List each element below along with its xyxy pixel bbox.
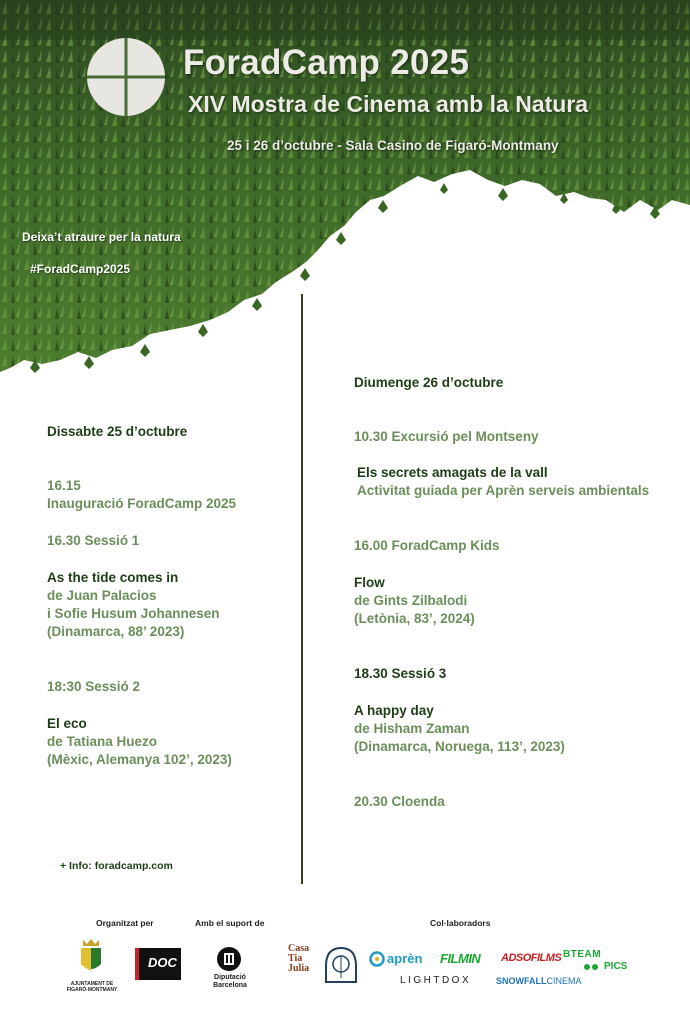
column-divider [301,294,303,884]
bteam-pics-label: PICS [604,961,628,972]
apren-icon [369,951,385,967]
ajuntament-label [66,981,118,993]
diputacio-line: Diputació [214,974,246,981]
lightdox-logo: LIGHTDOX [400,975,472,986]
film-info-2 [47,733,232,769]
closing: 20.30 Cloenda [354,794,445,809]
film-info-line: (Mèxic, Alemanya 102’, 2023) [47,752,232,767]
event-title: ForadCamp 2025 [183,43,470,82]
event-subtitle: XIV Mostra de Cinema amb la Natura [188,91,589,117]
film-title-2: El eco [47,716,87,731]
cinema-word: CINEMA [546,976,582,986]
film-info-line: (Letònia, 83’, 2024) [354,611,475,626]
sunday-heading: Diumenge 26 d’octubre [354,375,504,390]
snowfall-word: SNOWFALL [496,976,547,986]
filmin-logo: FILMIN [440,951,481,966]
film-title-4: A happy day [354,703,434,718]
diputacio-line: Barcelona [213,982,247,989]
header [0,0,690,380]
supported-by-label: Amb el suport de [195,918,265,928]
film-info-line: de Gints Zilbalodi [354,593,468,608]
opening-label: Inauguració ForadCamp 2025 [47,496,237,511]
foradcamp-kids: 16.00 ForadCamp Kids [354,538,500,553]
film-info-line: (Dinamarca, 88’ 2023) [47,624,185,639]
film-title-3: Flow [354,575,385,590]
film-info-line: de Juan Palacios [47,588,157,603]
organized-by-label: Organitzat per [96,918,154,928]
collaborators-label: Col·laboradors [430,918,491,928]
activity-description: Activitat guiada per Aprèn serveis ambientals [357,483,650,498]
diputacio-label [212,974,248,990]
casa-line: Julia [288,963,310,974]
film-info-line: i Sofie Husum Johannesen [47,606,220,621]
film-info-line: (Dinamarca, Noruega, 113’, 2023) [354,739,565,754]
activity-title: Els secrets amagats de la vall [357,465,548,480]
blue-emblem-icon [324,946,358,984]
ajuntament-shield-icon [79,938,103,978]
film-title-1: As the tide comes in [47,570,179,585]
film-info-3 [354,592,475,628]
snowfall-logo [496,976,582,986]
film-info-4 [354,720,565,756]
film-info-1 [47,587,220,641]
apren-logo: aprèn [387,951,423,966]
bteam-logo: BTEAM [563,949,602,960]
film-info-line: de Hisham Zaman [354,721,470,736]
info-link[interactable]: + Info: foradcamp.com [60,860,173,872]
film-info-line: de Tatiana Huezo [47,734,158,749]
foradcamp-logo-icon [86,37,166,117]
saturday-heading: Dissabte 25 d’octubre [47,424,188,439]
doc-logo [135,948,181,980]
casa-tia-julia-logo [288,944,309,974]
session-1: 16.30 Sessió 1 [47,533,140,548]
ajuntament-line: FIGARÓ-MONTMANY [66,987,118,993]
bteam-dots-icon [583,963,603,971]
doc-logo-text: DOC [148,955,177,970]
adsofilms-logo: ADSOFILMS [501,952,562,964]
hashtag: #ForadCamp2025 [30,262,131,276]
casa-line: Tia [288,953,303,964]
excursion: 10.30 Excursió pel Montseny [354,429,539,444]
diputacio-seal-icon [216,946,242,972]
casa-line: Casa [288,943,310,954]
tagline: Deixa’t atraure per la natura [22,230,181,244]
event-dates: 25 i 26 d’octubre - Sala Casino de Figaró-Montmany [227,138,559,153]
session-3: 18.30 Sessió 3 [354,666,447,681]
session-2: 18:30 Sessió 2 [47,679,141,694]
opening-time: 16.15 [47,478,81,493]
ajuntament-line: AJUNTAMENT DE [70,981,114,987]
